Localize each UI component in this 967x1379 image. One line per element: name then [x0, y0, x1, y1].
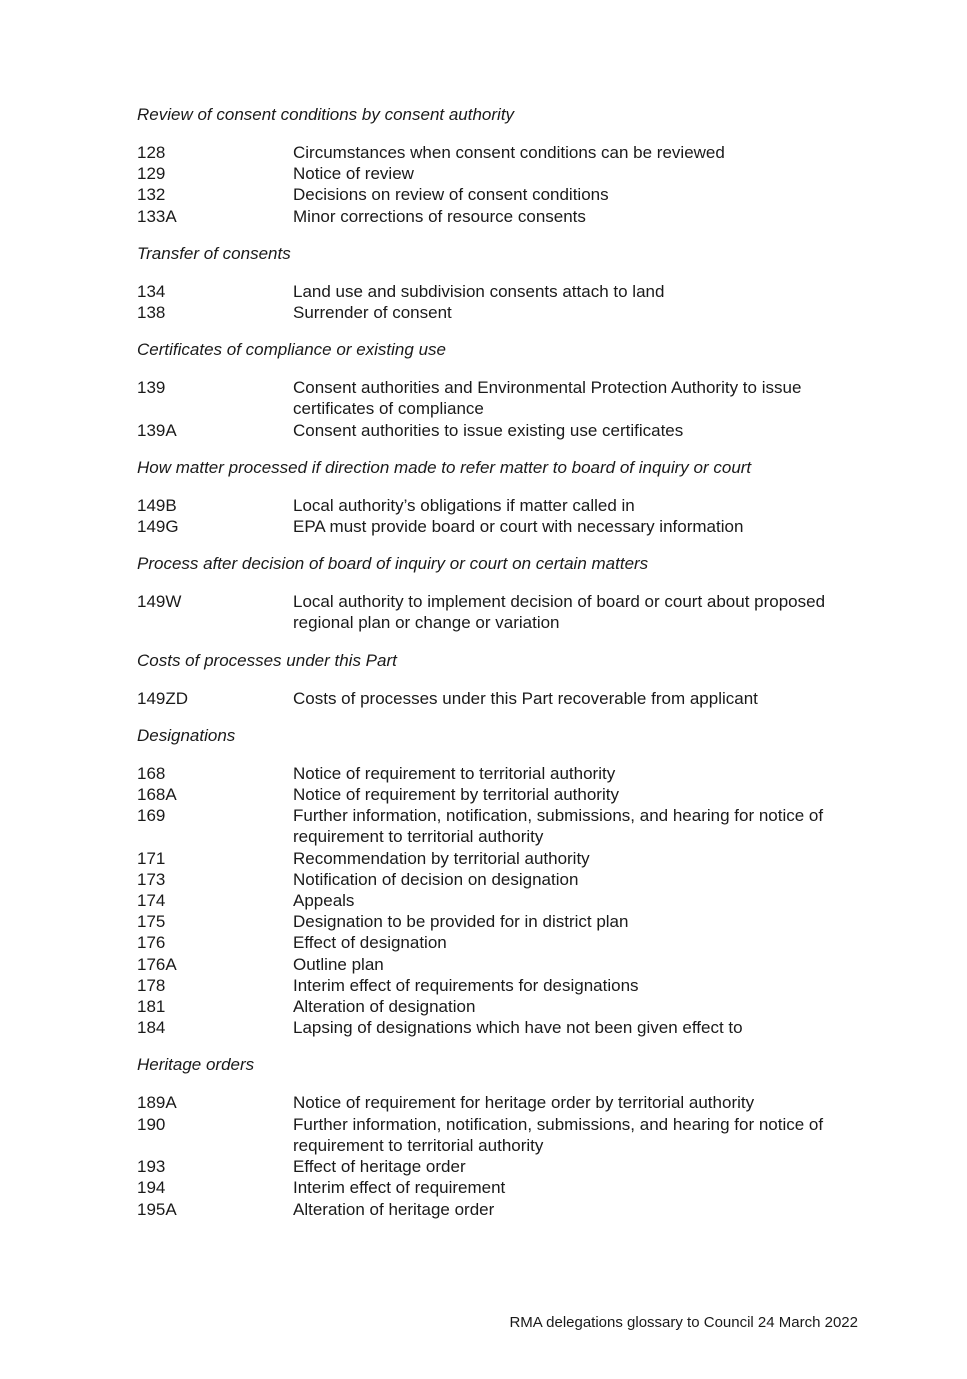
- section-entry-list: [137, 495, 877, 537]
- section-title: Interim effect of requirements for designations: [293, 975, 639, 995]
- section-entry-row: [137, 1114, 877, 1156]
- section-title: Effect of designation: [293, 933, 447, 953]
- section-entry-row: [137, 420, 877, 441]
- section-number: 184: [137, 1018, 166, 1038]
- section-title: Costs of processes under this Part recoverable from applicant: [293, 688, 758, 708]
- section-title: Further information, notification, submissions, and hearing for notice of requirement to territorial authority: [293, 806, 824, 847]
- section-title: Circumstances when consent conditions can be reviewed: [293, 143, 725, 162]
- section-title: Recommendation by territorial authority: [293, 848, 590, 868]
- section-entry-row: [137, 163, 877, 184]
- section-entry-list: [137, 281, 877, 323]
- section-number: 174: [137, 891, 166, 911]
- section-heading: Costs of processes under this Part: [137, 650, 397, 670]
- section-title: Designation to be provided for in district plan: [293, 912, 629, 932]
- section-heading: Heritage orders: [137, 1055, 255, 1075]
- section-number: 133A: [137, 206, 177, 226]
- section-entry-list: [137, 377, 877, 441]
- section-entry-row: [137, 206, 877, 227]
- section-title: Consent authorities to issue existing use certificates: [293, 420, 684, 440]
- section-entry-row: [137, 848, 877, 869]
- section-title: Interim effect of requirement: [293, 1178, 506, 1198]
- section-title: Notification of decision on designation: [293, 869, 579, 889]
- section-title: Local authority’s obligations if matter called in: [293, 495, 635, 515]
- section-title: Outline plan: [293, 954, 384, 974]
- section-title: Effect of heritage order: [293, 1157, 466, 1177]
- section-number: 171: [137, 848, 166, 868]
- section-entry-row: [137, 1156, 877, 1177]
- section-number: 149B: [137, 495, 177, 515]
- section-title: Minor corrections of resource consents: [293, 206, 586, 226]
- section-title: Notice of requirement for heritage order by territorial authority: [293, 1093, 755, 1113]
- section-number: 149W: [137, 592, 182, 612]
- section-entry-row: [137, 869, 877, 890]
- section-number: 139: [137, 378, 166, 398]
- section-number: 134: [137, 281, 166, 301]
- section-entry-row: [137, 495, 877, 516]
- section-heading: How matter processed if direction made to refer matter to board of inquiry or court: [137, 457, 752, 477]
- section-number: 176: [137, 933, 166, 953]
- section-title: Notice of review: [293, 164, 414, 184]
- section-entry-row: [137, 281, 877, 302]
- section-entry-row: [137, 142, 877, 163]
- section-entry-row: [137, 377, 877, 419]
- section-title: Appeals: [293, 891, 355, 911]
- section-entry-row: [137, 688, 877, 709]
- section-number: 194: [137, 1178, 166, 1198]
- section-heading: Process after decision of board of inquiry or court on certain matters: [137, 554, 649, 574]
- section-heading: Designations: [137, 725, 236, 745]
- section-title: Decisions on review of consent conditions: [293, 185, 609, 205]
- section-entry-row: [137, 302, 877, 323]
- glossary-page: [137, 104, 877, 1236]
- section-entry-row: [137, 591, 877, 633]
- section-entry-row: [137, 996, 877, 1017]
- section-entry-row: [137, 1017, 877, 1038]
- section-entry-row: [137, 516, 877, 537]
- section-entry-list: [137, 142, 877, 227]
- section-heading: Transfer of consents: [137, 243, 291, 263]
- section-heading: Review of consent conditions by consent authority: [137, 105, 515, 124]
- page-footer: RMA delegations glossary to Council 24 March 2022: [509, 1314, 858, 1331]
- section-title: Alteration of designation: [293, 997, 476, 1017]
- section-number: 168: [137, 763, 166, 783]
- section-entry-row: [137, 975, 877, 996]
- section-number: 139A: [137, 420, 177, 440]
- section-heading: Certificates of compliance or existing use: [137, 340, 446, 360]
- section-entry-row: [137, 805, 877, 847]
- section-title: Notice of requirement by territorial authority: [293, 785, 619, 805]
- section-title: Land use and subdivision consents attach to land: [293, 281, 665, 301]
- section-number: 129: [137, 164, 166, 184]
- section-entry-list: [137, 591, 877, 633]
- section-entry-row: [137, 763, 877, 784]
- section-title: EPA must provide board or court with necessary information: [293, 517, 744, 537]
- section-number: 190: [137, 1114, 166, 1134]
- section-number: 149ZD: [137, 688, 189, 708]
- section-number: 189A: [137, 1093, 177, 1113]
- section-number: 175: [137, 912, 166, 932]
- section-title: Local authority to implement decision of board or court about proposed regional plan or change or variation: [293, 592, 826, 633]
- section-entry-list: [137, 1092, 877, 1219]
- section-number: 168A: [137, 785, 177, 805]
- section-number: 193: [137, 1157, 166, 1177]
- section-entry-list: [137, 763, 877, 1039]
- section-title: Lapsing of designations which have not been given effect to: [293, 1018, 743, 1038]
- section-title: Consent authorities and Environmental Protection Authority to issue certificates of compliance: [293, 378, 802, 419]
- section-entry-row: [137, 911, 877, 932]
- section-title: Notice of requirement to territorial authority: [293, 763, 616, 783]
- section-number: 173: [137, 869, 166, 889]
- section-number: 178: [137, 975, 166, 995]
- section-number: 128: [137, 143, 166, 162]
- section-title: Alteration of heritage order: [293, 1199, 495, 1219]
- section-title: Further information, notification, submissions, and hearing for notice of requirement to territorial authority: [293, 1114, 824, 1155]
- section-entry-row: [137, 1199, 877, 1220]
- section-number: 181: [137, 997, 166, 1017]
- section-number: 138: [137, 303, 166, 323]
- section-entry-row: [137, 784, 877, 805]
- section-number: 195A: [137, 1199, 177, 1219]
- section-entry-row: [137, 932, 877, 953]
- section-entry-row: [137, 1177, 877, 1198]
- section-number: 132: [137, 185, 166, 205]
- section-number: 176A: [137, 954, 177, 974]
- section-entry-list: [137, 688, 877, 709]
- section-number: 149G: [137, 517, 179, 537]
- section-entry-row: [137, 184, 877, 205]
- section-title: Surrender of consent: [293, 303, 452, 323]
- section-entry-row: [137, 890, 877, 911]
- section-number: 169: [137, 806, 166, 826]
- section-entry-row: [137, 954, 877, 975]
- section-entry-row: [137, 1092, 877, 1113]
